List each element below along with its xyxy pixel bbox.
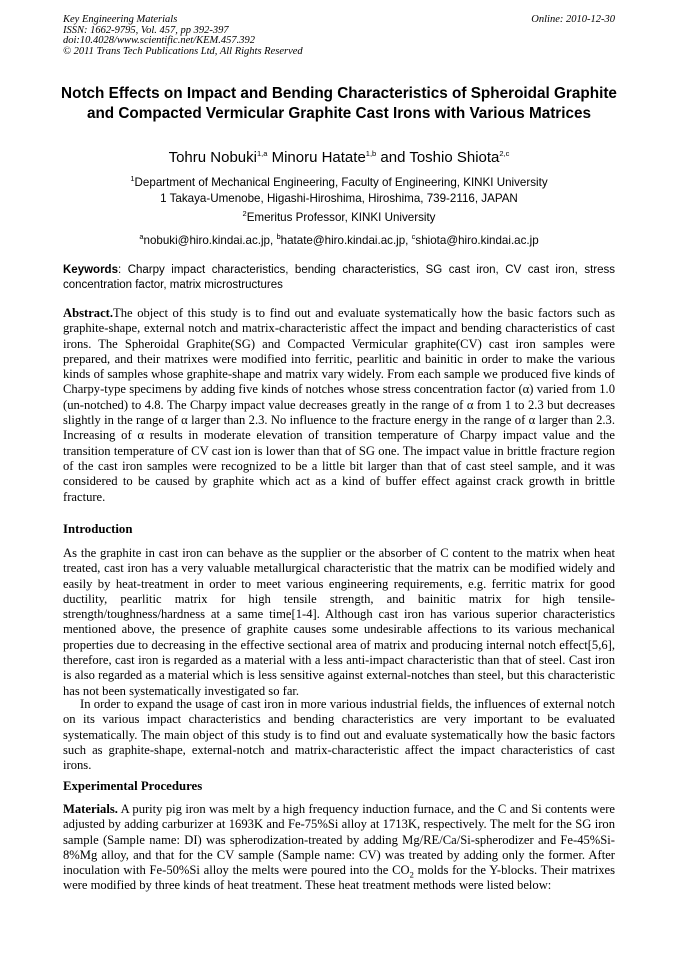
author-sup: 2,c bbox=[499, 149, 510, 158]
copyright-line: © 2011 Trans Tech Publications Ltd, All Rights Reserved bbox=[63, 45, 303, 57]
author-name: Minoru Hatate bbox=[267, 149, 366, 166]
abstract-label: Abstract. bbox=[63, 306, 114, 320]
keywords-text: : Charpy impact characteristics, bending characteristics, SG cast iron, CV cast iron, stress concentration factor, matrix microstructures bbox=[63, 264, 615, 292]
affiliation-2 bbox=[60, 210, 618, 226]
introduction-paragraph-2: In order to expand the usage of cast iron in more various industrial fields, the influences of external notch on its various impact characteristics and bending characteristics are very important to be evaluated systematically. The main object of this study is to find out and evaluate systematically how the basic factors such as graphite-shape, external-notch and matrix-characteristic affect the impact characteristics of cast irons. bbox=[63, 697, 615, 773]
email-sup: b bbox=[276, 232, 281, 242]
experimental-heading: Experimental Procedures bbox=[63, 779, 203, 793]
author-name: Tohru Nobuki bbox=[168, 149, 257, 166]
email-link[interactable]: nobuki@hiro.kindai.ac.jp, bbox=[143, 234, 277, 247]
email-link[interactable]: hatate@hiro.kindai.ac.jp, bbox=[280, 234, 412, 247]
email-sup: a bbox=[139, 232, 144, 242]
doi-line: doi:10.4028/www.scientific.net/KEM.457.392 bbox=[63, 35, 255, 47]
introduction-heading: Introduction bbox=[63, 522, 133, 536]
paper-title: Notch Effects on Impact and Bending Characteristics of Spheroidal Graphite and Compacted Vermicular Graphite Cast Irons with Various Matrices bbox=[61, 85, 617, 123]
introduction-paragraph-1: As the graphite in cast iron can behave as the supplier or the absorber of C content to the matrix when heat treated, cast iron has a very valuable metallurgical characteristic that the matrix can be modified widely and easily by heat-treatment in order to meet various engineering requirements, e.g. ferritic matrix for good ductility, pearlitic matrix for high tensile strength, and bainitic matrix for high tensile-strength/toughness/hardness at a same time[1-4]. Although cast iron has various superior characteristics mentioned above, the presence of graphite causes some undesirable affections to its various mechanical properties due to decreasing in the effective sectional area of matrix and producing internal notch effect[5,6], therefore, cast iron is regarded as a material with a less anti-impact characteristic than that of steel. Cast iron is also regarded as a material which is less sensitive against external-notches than steel, but this characteristic has not been systematically investigated so far. bbox=[63, 546, 615, 698]
email-sup: c bbox=[411, 232, 416, 242]
issn-line: ISSN: 1662-9795, Vol. 457, pp 392-397 bbox=[63, 24, 229, 36]
affiliation-sup: 1 bbox=[130, 174, 135, 184]
author-sup: 1,a bbox=[256, 149, 268, 158]
author-list bbox=[60, 148, 618, 167]
affiliation-sup: 2 bbox=[242, 209, 247, 219]
journal-header bbox=[63, 15, 303, 57]
materials-text: molds for the Y-blocks. Their matrixes were modified by three kinds of heat treatment. These heat treatment methods were listed below: bbox=[63, 863, 616, 893]
keywords bbox=[63, 263, 615, 294]
subscript: 2 bbox=[409, 869, 414, 880]
keywords-label: Keywords bbox=[63, 264, 118, 276]
author-name: and Toshio Shiota bbox=[376, 149, 500, 166]
abstract bbox=[63, 306, 615, 505]
journal-name: Key Engineering Materials bbox=[63, 14, 178, 25]
online-date: Online: 2010-12-30 bbox=[531, 14, 615, 25]
materials-paragraph bbox=[63, 802, 615, 894]
email-link[interactable]: shiota@hiro.kindai.ac.jp bbox=[415, 234, 539, 247]
affiliation-1 bbox=[60, 175, 618, 207]
materials-text: A purity pig iron was melt by a high frequency induction furnace, and the C and Si contents were adjusted by adding carburizer at 1693K and Fe-75%Si alloy at 1713K, respectively. The melt for the SG iron sample (Sample name: DI) was spherodization-treated by adding Mg/RE/Ca/Si-spherodizer and Fe-45%Si-8%Mg alloy, and that for the CV sample (Sample name: CV) was treated by adding only the former. After inoculation with Fe-50%Si alloy the melts were poured into the CO bbox=[63, 802, 615, 878]
materials-label: Materials. bbox=[63, 802, 118, 816]
affiliation-line: Emeritus Professor, KINKI University bbox=[246, 211, 436, 224]
abstract-text: The object of this study is to find out and evaluate systematically how the basic factors such as graphite-shape, external notch and matrix-characteristic affect the impact and bending characteristics of cast irons. The Spheroidal Graphite(SG) and Compacted Vermicular graphite(CV) cast iron samples were prepared, and their matrixes were modified into ferritic, pearlitic and bainitic in order to make the various kinds of samples whose graphite-shape and matrix vary widely. From each sample we produced five kinds of Charpy-type specimens by adding five kinds of notches whose stress concentration factor (α) varied from 1.0 (un-notched) to 4.8. The Charpy impact value decreases greatly in the range of α from 1 to 2.3 but decreases slightly in the range of α larger than 2.3. No influence to the fracture energy in the range of α larger than 2.3. Increasing of α results in moderate elevation of transition temperature of Charpy impact value and the transition temperature of CV cast ion is lower than that of SG one. The impact value in brittle fracture region of the cast iron samples were recognized to be a little bit larger than that of cast steel sample, and it was considered to be caused by graphite which act as a kind of buffer effect against crack growth in brittle fracture. bbox=[63, 306, 615, 504]
affiliation-line: 1 Takaya-Umenobe, Higashi-Hiroshima, Hiroshima, 739-2116, JAPAN bbox=[160, 192, 518, 205]
affiliation-line: Department of Mechanical Engineering, Faculty of Engineering, KINKI University bbox=[134, 176, 548, 189]
author-emails bbox=[60, 233, 618, 249]
author-sup: 1,b bbox=[365, 149, 377, 158]
